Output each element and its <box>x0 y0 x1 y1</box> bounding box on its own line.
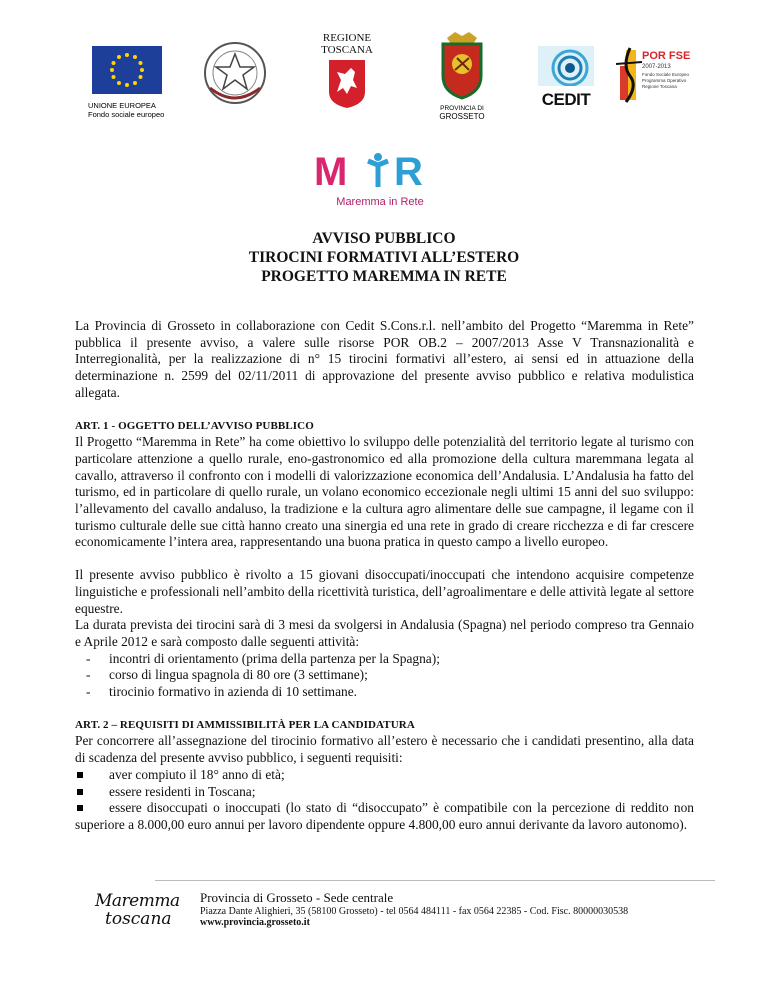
footer-line-2: Piazza Dante Alighieri, 35 (58100 Grosseto) - tel 0564 484111 - fax 0564 22385 - Cod. Fisc. 80000030538 <box>200 906 629 917</box>
eu-logo <box>88 46 168 119</box>
list-item: - tirocinio formativo in azienda di 10 settimane. <box>75 684 694 701</box>
list-item: essere disoccupati o inoccupati (lo stato di “disoccupato” è compatibile con la percezione di reddito non superiore a 8.000,00 euro annui per lavoro dipendente oppure 4.800,00 euro annui derivante da lavoro autonomo). <box>75 800 694 832</box>
bullet-square-icon <box>77 772 83 778</box>
svg-text:M: M <box>314 151 348 189</box>
coat-of-arms-icon <box>435 30 489 100</box>
footer-website-link[interactable]: www.provincia.grosseto.it <box>200 917 310 928</box>
por-fse-subtitle: Fondo Sociale Europeo Programma Operativo Regione Toscana <box>642 72 690 89</box>
regione-toscana-logo <box>314 33 380 115</box>
maremma-in-rete-logo <box>312 151 448 206</box>
art1-paragraph-2: Il presente avviso pubblico è rivolto a 15 giovani disoccupati/inoccupati che intendono acquisire competenze linguistiche e professionali nell’ambito della ricettività turistica, dell’agroalimentare e delle attività legate al settore equestre. <box>75 567 694 616</box>
title-line-3: PROGETTO MAREMMA IN RETE <box>261 268 507 285</box>
document-title <box>0 229 768 286</box>
bullet-square-icon <box>77 805 83 811</box>
cedit-logo <box>538 46 594 109</box>
eu-caption-2: Fondo sociale europeo <box>88 110 165 119</box>
star-emblem-icon <box>200 36 270 110</box>
provincia-grosseto-logo <box>432 30 492 121</box>
eu-flag-icon <box>92 46 162 94</box>
list-item: - incontri di orientamento (prima della partenza per la Spagna); <box>75 651 694 668</box>
art2-heading: ART. 2 – REQUISITI DI AMMISSIBILITÀ PER LA CANDIDATURA <box>75 718 415 731</box>
regione-caption-2: TOSCANA <box>321 44 373 56</box>
maremma-toscana-logo <box>95 892 195 952</box>
mir-caption: Maremma in Rete <box>336 196 424 208</box>
footer-divider <box>155 880 715 881</box>
list-item: essere residenti in Toscana; <box>75 784 694 801</box>
por-fse-logo <box>612 46 692 106</box>
art1-paragraph-1: Il Progetto “Maremma in Rete” ha come obiettivo lo sviluppo delle potenzialità del territorio legate al turismo con particolare attenzione a quello rurale, eno-gastronomico ed alla promozione della cultura maremmana legata al cavallo, attraverso il confronto con i modelli di valorizzazione economica dell’Andalusia. L’Andalusia ha fatto del turismo, ed in particolare di quello rurale, un volano economico eccezionale negli ultimi 15 anni del suo sviluppo: l’allevamento del cavallo andaluso, la tradizione e la cultura agro alimentare delle sue campagne, il legame con il turismo culturale delle sue città hanno creato una sinergia ed una rete in grado di creare ricchezza e di far crescere economicamente l’intera area, rappresentando una buona pratica in questo campo a livello europeo. <box>75 434 694 550</box>
bullet-square-icon <box>77 789 83 795</box>
footer <box>95 880 705 929</box>
footer-logo-line-1: Maremma <box>95 891 180 911</box>
activities-list <box>75 651 694 701</box>
document-body <box>75 318 694 834</box>
regione-caption-1: REGIONE <box>322 32 372 44</box>
concentric-waves-icon <box>538 46 594 86</box>
requirements-list <box>75 767 694 834</box>
repubblica-emblem <box>200 36 270 115</box>
cedit-text: CEDIT <box>541 90 591 109</box>
mir-letters-icon <box>312 151 448 189</box>
logo-bar <box>0 28 768 128</box>
footer-line-1: Provincia di Grosseto - Sede centrale <box>200 890 394 905</box>
provincia-caption-1: PROVINCIA DI <box>440 105 484 112</box>
art1-heading: ART. 1 - OGGETTO DELL’AVVISO PUBBLICO <box>75 419 314 432</box>
list-item: - corso di lingua spagnola di 80 ore (3 settimane); <box>75 667 694 684</box>
art1-paragraph-3: La durata prevista dei tirocini sarà di 3 mesi da svolgersi in Andalusia (Spagna) nel periodo compreso tra Gennaio e Aprile 2012 e sarà composto dalle seguenti attività: <box>75 617 694 649</box>
eu-caption-1: UNIONE EUROPEA <box>88 101 156 110</box>
provincia-caption-2: GROSSETO <box>439 112 485 121</box>
list-item: aver compiuto il 18° anno di età; <box>75 767 694 784</box>
intro-paragraph: La Provincia di Grosseto in collaborazione con Cedit S.Cons.r.l. nell’ambito del Progetto “Maremma in Rete” pubblica il presente avviso, a valere sulle risorse POR OB.2 – 2007/2013 Asse V Transnazionalità e Interregionalità, per la realizzazione di n° 15 tirocini formativi all’estero, ai sensi ed in attuazione della determinazione n. 2599 del 02/11/2011 di approvazione del presente avviso pubblico e relativa modulistica allegata. <box>75 318 694 400</box>
figure-icon <box>612 46 646 104</box>
title-line-2: TIROCINI FORMATIVI ALL’ESTERO <box>248 249 520 266</box>
title-line-1: AVVISO PUBBLICO <box>312 230 456 247</box>
por-fse-title: POR FSE <box>642 50 691 62</box>
pegasus-icon <box>327 58 367 110</box>
svg-text:R: R <box>394 151 423 189</box>
por-fse-years: 2007-2013 <box>642 64 671 70</box>
footer-text <box>200 890 628 928</box>
footer-logo-line-2: toscana <box>105 909 172 929</box>
art2-paragraph-1: Per concorrere all’assegnazione del tirocinio formativo all’estero è necessario che i candidati presentino, alla data di scadenza del presente avviso pubblico, i seguenti requisiti: <box>75 733 694 766</box>
